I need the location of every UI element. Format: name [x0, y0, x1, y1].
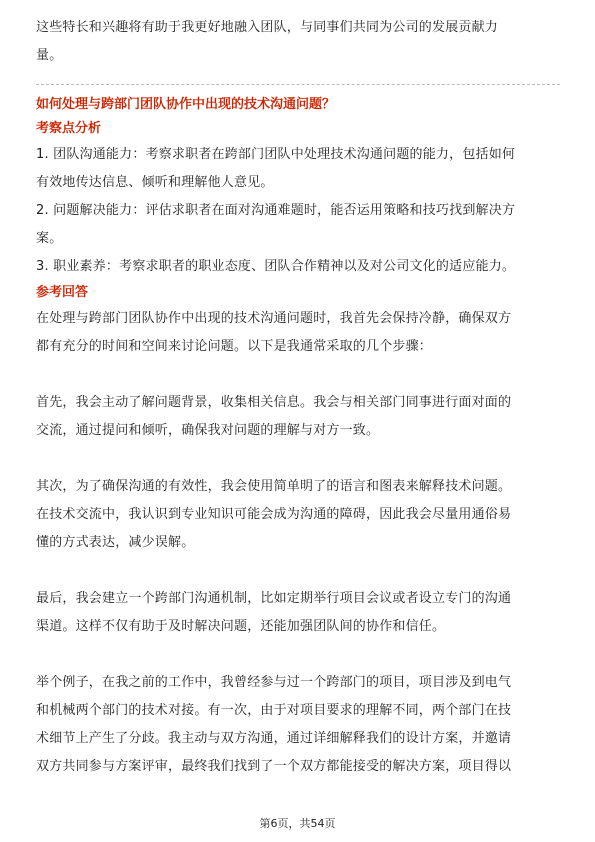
intro-line: 量。: [36, 48, 63, 63]
analysis-line: 2. 问题解决能力：评估求职者在面对沟通难题时，能否运用策略和技巧找到解决方: [36, 203, 516, 218]
paragraph-gap: [36, 445, 560, 473]
section-divider: [36, 84, 560, 85]
page-number: 第6页，共54页: [259, 817, 336, 830]
intro-line: 这些特长和兴趣将有助于我更好地融入团队，与同事们共同为公司的发展贡献力: [36, 20, 499, 35]
answer-line: 最后，我会建立一个跨部门沟通机制，比如定期举行项目会议或者设立专门的沟通: [36, 591, 512, 606]
answer-line: 其次，为了确保沟通的有效性，我会使用简单明了的语言和图表来解释技术问题。: [36, 479, 512, 494]
analysis-line: 3. 职业素养：考察求职者的职业态度、团队合作精神以及对公司文化的适应能力。: [36, 259, 516, 274]
analysis-title: 考察点分析: [36, 121, 102, 136]
answer-line: 交流，通过提问和倾听，确保我对问题的理解与对方一致。: [36, 423, 380, 438]
answer-line: 在处理与跨部门团队协作中出现的技术沟通问题时，我首先会保持冷静，确保双方: [36, 311, 512, 326]
analysis-line: 有效地传达信息、倾听和理解他人意见。: [36, 175, 274, 190]
answer-line: 术细节上产生了分歧。我主动与双方沟通，通过详细解释我们的设计方案，并邀请: [36, 731, 512, 746]
answer-line: 渠道。这样不仅有助于及时解决问题，还能加强团队间的协作和信任。: [36, 619, 446, 634]
answer-line: 在技术交流中，我认识到专业知识可能会成为沟通的障碍，因此我会尽量用通俗易: [36, 507, 512, 522]
answer-line: 首先，我会主动了解问题背景，收集相关信息。我会与相关部门同事进行面对面的: [36, 395, 512, 410]
answer-line: 懂的方式表达，减少误解。: [36, 535, 195, 550]
answer-line: 举个例子，在我之前的工作中，我曾经参与过一个跨部门的项目，项目涉及到电气: [36, 675, 512, 690]
paragraph-gap: [36, 557, 560, 585]
paragraph-gap: [36, 641, 560, 669]
page-content: [36, 14, 560, 781]
question-heading: 如何处理与跨部门团队协作中出现的技术沟通问题？: [36, 97, 336, 112]
analysis-line: 案。: [36, 231, 63, 246]
answer-line: 双方共同参与方案评审，最终我们找到了一个双方都能接受的解决方案，项目得以: [36, 759, 512, 774]
paragraph-gap: [36, 361, 560, 389]
answer-line: 和机械两个部门的技术对接。有一次，由于对项目要求的理解不同，两个部门在技: [36, 703, 512, 718]
answer-title: 参考回答: [36, 285, 89, 300]
answer-line: 都有充分的时间和空间来讨论问题。以下是我通常采取的几个步骤：: [36, 339, 433, 354]
analysis-line: 1. 团队沟通能力：考察求职者在跨部门团队中处理技术沟通问题的能力，包括如何: [36, 147, 516, 162]
